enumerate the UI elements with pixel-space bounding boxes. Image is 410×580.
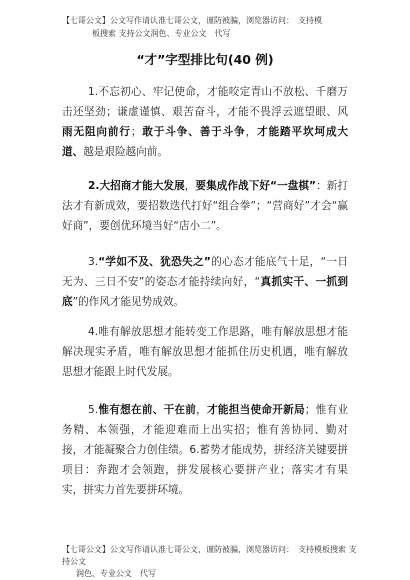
paragraph-1-text: 1.不忘初心、牢记使命，才能咬定青山不放松、千磨万击还坚劲；谦虚谨慎、艰苦奋斗，才能不畏浮云遮望眼、风 bbox=[62, 86, 348, 118]
paragraph-1-bold: 才能踏平坎坷成大道、 bbox=[62, 126, 349, 158]
paragraph-2-bold: 2.大招商才能大发展 bbox=[88, 180, 185, 192]
page-header bbox=[62, 14, 362, 40]
paragraph-4-text: 4.唯有解放思想才能转变工作思路，唯有解放思想才能解决现实矛盾，唯有解放思想才能抓住历史机遇，唯有解放思想才能跟上时代发展。 bbox=[62, 326, 348, 378]
paragraph-2-text: ：新打法才有新成效，要招数迭代打好“组合拳”；“营商好”才会“赢好商”，要创优环境当好“店小二”。 bbox=[62, 180, 348, 232]
paragraph-2-text: ， bbox=[184, 180, 196, 192]
paragraph-3-text: 3. bbox=[88, 256, 99, 268]
paragraph-2 bbox=[62, 176, 348, 236]
paragraph-3-text: ”的作风才能见势成效。 bbox=[72, 296, 185, 308]
paragraph-3-text: 的心态才能底气十足，“一日无为、三日不安”的姿态才能持续向好，“ bbox=[62, 256, 348, 288]
paragraph-1 bbox=[62, 82, 348, 162]
paragraph-1-bold: 敢于斗争、善于斗争 bbox=[141, 126, 246, 138]
document-title: “才”字型排比句(40 例) bbox=[136, 52, 274, 67]
paragraph-5-text: ；惟有业务精、本领强，才能迎难而上出实招；惟有善协同、勤对接，才能凝聚合力创佳绩。6.蓄势才能成势，拼经济关键要拼项目：奔跑才会领跑，拼发展核心要拼产业；落实才有果实，拼实力首先要拼环境。 bbox=[62, 404, 349, 496]
header-line-2: 板搜索 支持公文润色、专业公文 代写 bbox=[92, 29, 231, 38]
footer-line-2: 润色、专业公文 代写 bbox=[76, 569, 156, 578]
paragraph-5 bbox=[62, 400, 348, 500]
paragraph-5-bold: 才能担当使命开新局 bbox=[207, 404, 305, 416]
paragraph-5-text: ， bbox=[196, 404, 208, 416]
paragraph-5-bold: 惟有想在前、干在前 bbox=[98, 404, 197, 416]
footer-line-1: 【七哥公文】公文写作请认准七哥公文，谨防被骗，浏览器访问： 支持模板搜索 支持公文 bbox=[62, 545, 357, 566]
paragraph-1-text: 越是艰险越向前。 bbox=[83, 146, 168, 158]
paragraph-3-bold: 真抓实干、一抓到底 bbox=[62, 276, 349, 308]
page-footer bbox=[62, 544, 362, 580]
paragraph-3-bold: “学如不及、犹恐失之” bbox=[98, 256, 211, 268]
paragraph-1-text: ； bbox=[130, 126, 142, 138]
header-line-1: 【七哥公文】公文写作请认准七哥公文，谨防被骗，浏览器访问： 支持模 bbox=[62, 16, 322, 25]
paragraph-5-text: 5. bbox=[88, 404, 99, 416]
paragraph-1-bold: 雨无阻向前行 bbox=[62, 126, 131, 138]
paragraph-3 bbox=[62, 252, 348, 312]
paragraph-2-bold: 要集成作战下好“一盘棋” bbox=[195, 180, 317, 192]
paragraph-4 bbox=[62, 322, 348, 382]
paragraph-1-text: ， bbox=[245, 126, 258, 138]
